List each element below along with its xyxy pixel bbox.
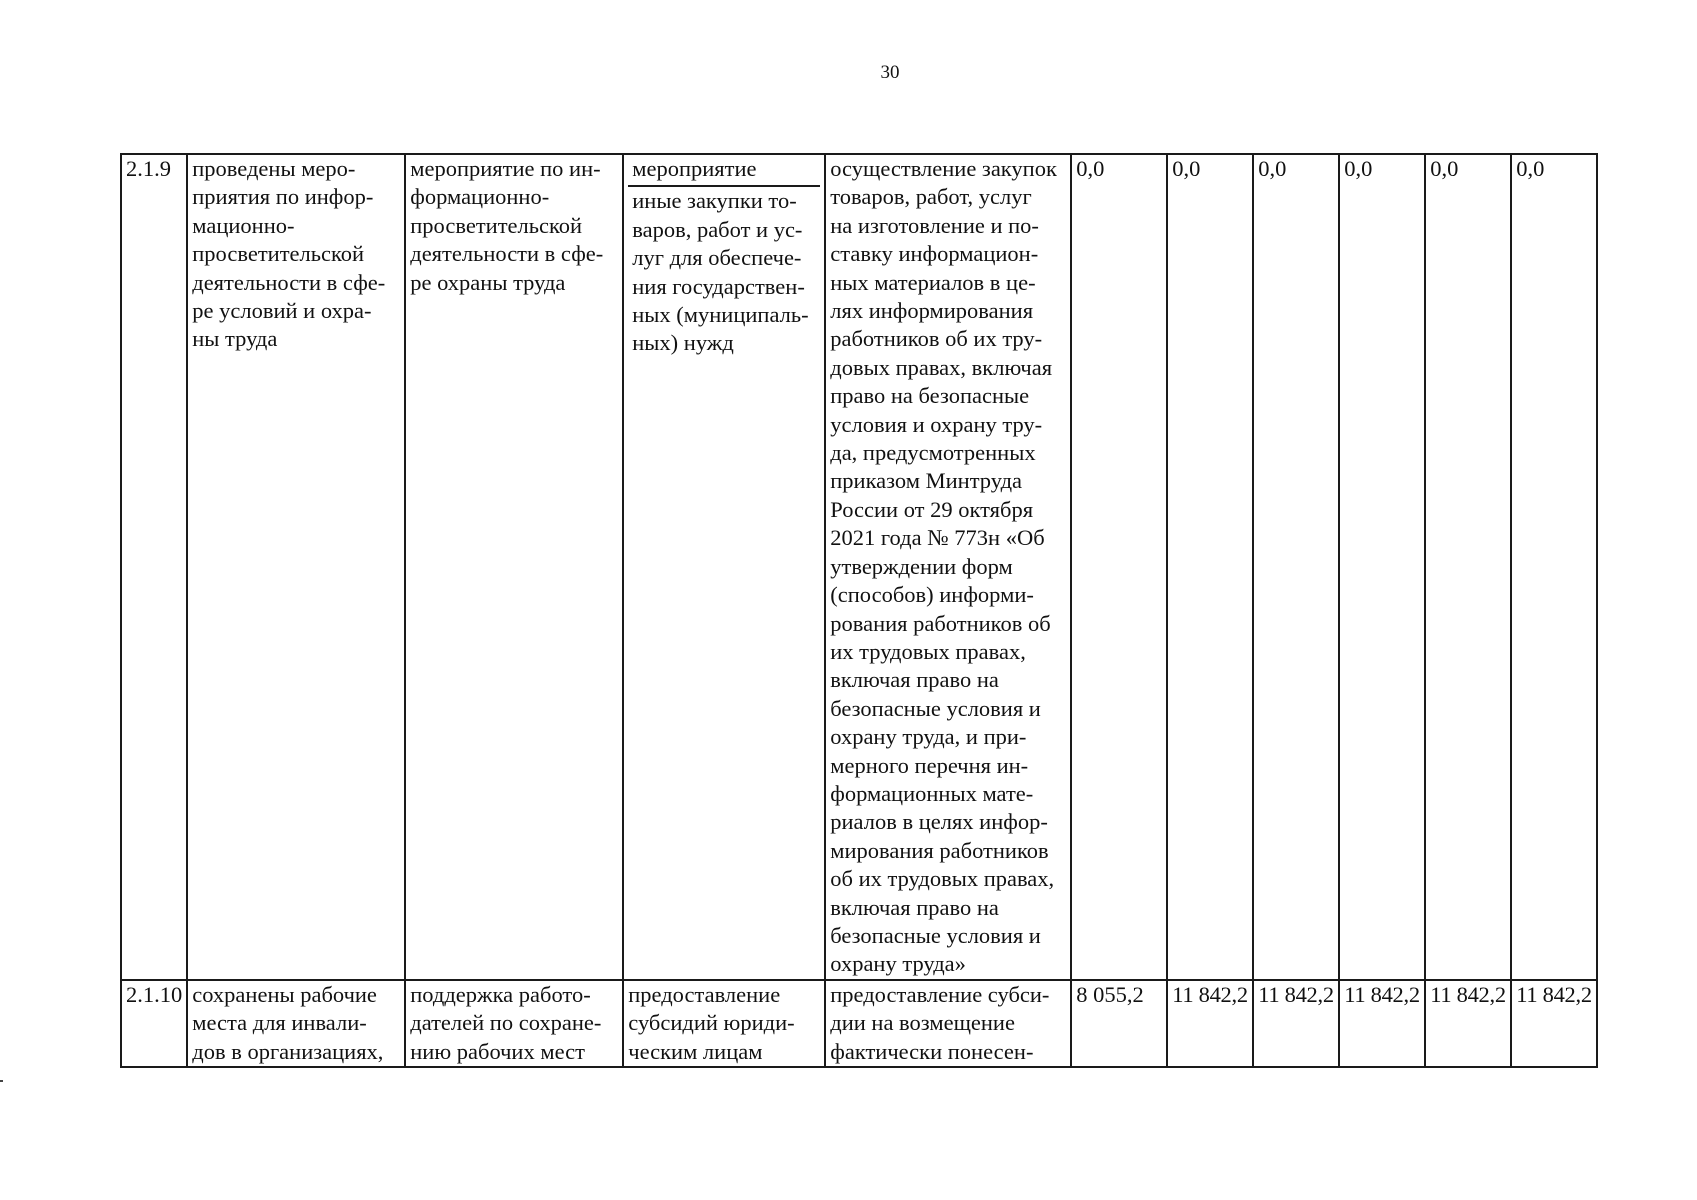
type-cell	[623, 980, 825, 1067]
value-cell	[1253, 980, 1339, 1067]
type-top-text: мероприятие	[628, 155, 820, 187]
value-cell	[1425, 154, 1511, 980]
value-5: 11 842,2	[1430, 981, 1506, 1007]
value-cell	[1071, 154, 1167, 980]
row-number-cell	[121, 980, 187, 1067]
result-cell	[187, 980, 405, 1067]
table-row	[121, 154, 1597, 980]
value-cell	[1511, 154, 1597, 980]
row-number: 2.1.9	[126, 156, 171, 181]
description-text: предоставление субси- дии на возмещение фактически понесен-	[830, 981, 1050, 1064]
value-cell	[1167, 154, 1253, 980]
event-cell	[405, 980, 623, 1067]
table-row	[121, 980, 1597, 1067]
value-cell	[1253, 154, 1339, 980]
page-number: 30	[880, 62, 900, 83]
row-number: 2.1.10	[126, 981, 183, 1007]
value-6: 11 842,2	[1516, 981, 1592, 1007]
value-2: 0,0	[1172, 156, 1201, 181]
value-cell	[1167, 980, 1253, 1067]
row-number-cell	[121, 154, 187, 980]
value-4: 11 842,2	[1344, 981, 1420, 1007]
result-cell	[187, 154, 405, 980]
result-text: сохранены рабочие места для инвали- дов в организациях,	[192, 981, 384, 1064]
value-cell	[1339, 980, 1425, 1067]
value-cell	[1511, 980, 1597, 1067]
value-6: 0,0	[1516, 156, 1545, 181]
value-cell	[1339, 154, 1425, 980]
value-3: 11 842,2	[1258, 981, 1334, 1007]
description-cell	[825, 154, 1071, 980]
activities-table	[120, 153, 1598, 1068]
value-cell	[1425, 980, 1511, 1067]
value-2: 11 842,2	[1172, 981, 1248, 1007]
type-cell	[623, 154, 825, 980]
value-4: 0,0	[1344, 156, 1373, 181]
event-cell	[405, 154, 623, 980]
value-5: 0,0	[1430, 156, 1459, 181]
description-cell	[825, 980, 1071, 1067]
value-1: 0,0	[1076, 156, 1105, 181]
event-text: поддержка работо- дателей по сохране- нию рабочих мест	[410, 981, 602, 1064]
type-bottom-text: иные закупки то- варов, работ и ус- луг для обеспече- ния государствен- ных (муниципаль- ных) нужд	[632, 188, 809, 356]
value-1: 8 055,2	[1076, 981, 1144, 1007]
result-text: проведены меро- приятия по инфор- мационно- просветительской деятельности в сфе- ре условий и охра- ны труда	[192, 156, 386, 352]
value-3: 0,0	[1258, 156, 1287, 181]
value-cell	[1071, 980, 1167, 1067]
event-text: мероприятие по ин- формационно- просветительской деятельности в сфе- ре охраны труда	[410, 156, 604, 295]
scan-mark	[0, 1080, 3, 1082]
type-text: предоставление субсидий юриди- ческим лицам	[628, 981, 795, 1064]
description-text: осуществление закупок товаров, работ, услуг на изготовление и по- ставку информацион- ных материалов в це- лях информирования работников об их тру- довых правах, включая право на безопасные условия и охрану тру- да, предусмотренных приказом Минтруда России от 29 октября 2021 года № 773н «Об утверждении форм (способов) информи- рования работников об их трудовых правах, включая право на безопасные условия и охрану труда, и при- мерного перечня ин- формационных мате- риалов в целях инфор- мирования работников об их трудовых правах, включая право на безопасные условия и охрану труда»	[830, 156, 1057, 977]
